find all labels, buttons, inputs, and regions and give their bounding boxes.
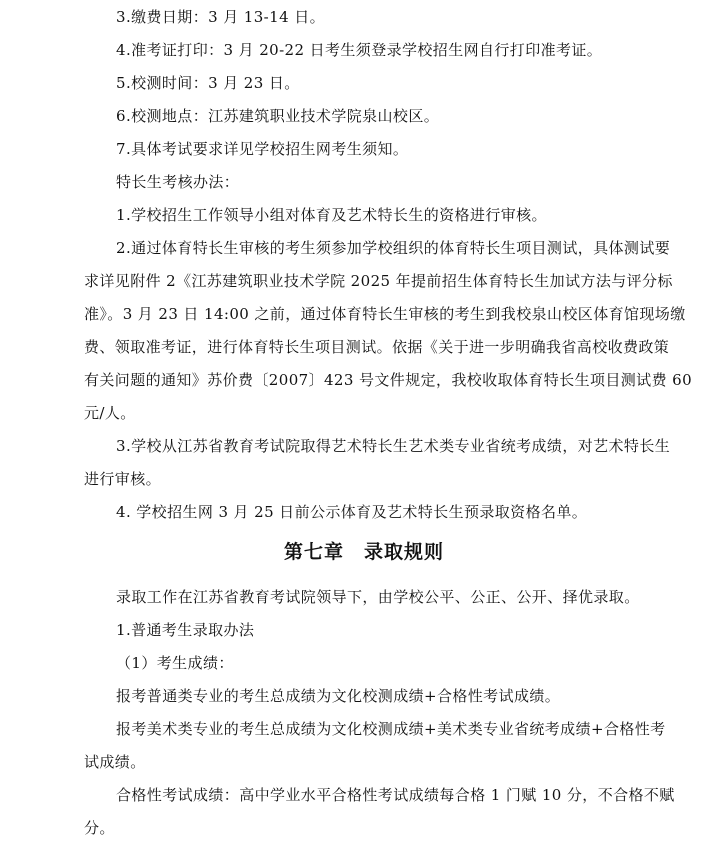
text-line: 2.通过体育特长生审核的考生须参加学校组织的体育特长生项目测试，具体测试要 <box>116 239 671 257</box>
text-line: 进行审核。 <box>84 470 162 488</box>
text-line: 3.学校从江苏省教育考试院取得艺术特长生艺术类专业省统考成绩，对艺术特长生 <box>116 437 671 455</box>
text-line: （1）考生成绩： <box>116 654 234 672</box>
text-line: 4.准考证打印：3 月 20-22 日考生须登录学校招生网自行打印准考证。 <box>116 41 603 59</box>
text-line: 7.具体考试要求详见学校招生网考生须知。 <box>116 140 409 158</box>
text-line: 1.学校招生工作领导小组对体育及艺术特长生的资格进行审核。 <box>116 206 547 224</box>
text-line: 准》。3 月 23 日 14:00 之前，通过体育特长生审核的考生到我校泉山校区体育馆现场缴 <box>84 305 686 323</box>
text-line: 6.校测地点：江苏建筑职业技术学院泉山校区。 <box>116 107 440 125</box>
text-line: 求详见附件 2《江苏建筑职业技术学院 2025 年提前招生体育特长生加试方法与评分标 <box>84 272 673 290</box>
text-line: 报考普通类专业的考生总成绩为文化校测成绩+合格性考试成绩。 <box>116 687 561 705</box>
text-line: 报考美术类专业的考生总成绩为文化校测成绩+美术类专业省统考成绩+合格性考 <box>116 720 666 738</box>
text-line: 费、领取准考证，进行体育特长生项目测试。依据《关于进一步明确我省高校收费政策 <box>84 338 670 356</box>
text-line: 特长生考核办法： <box>116 173 240 191</box>
text-line: 1.普通考生录取办法 <box>116 621 255 639</box>
text-line: 分。 <box>84 819 115 837</box>
text-line: 试成绩。 <box>84 753 146 771</box>
text-line: 合格性考试成绩：高中学业水平合格性考试成绩每合格 1 门赋 10 分，不合格不赋 <box>116 786 675 804</box>
text-line: 元/人。 <box>84 404 136 422</box>
text-line: 5.校测时间：3 月 23 日。 <box>116 74 300 92</box>
text-line: 有关问题的通知》苏价费〔2007〕423 号文件规定，我校收取体育特长生项目测试费 60 <box>84 371 693 389</box>
text-line: 4. 学校招生网 3 月 25 日前公示体育及艺术特长生预录取资格名单。 <box>116 503 588 521</box>
text-line: 3.缴费日期：3 月 13-14 日。 <box>116 8 326 26</box>
text-line: 录取工作在江苏省教育考试院领导下，由学校公平、公正、公开、择优录取。 <box>116 588 640 606</box>
chapter-title: 第七章 录取规则 <box>283 541 444 563</box>
